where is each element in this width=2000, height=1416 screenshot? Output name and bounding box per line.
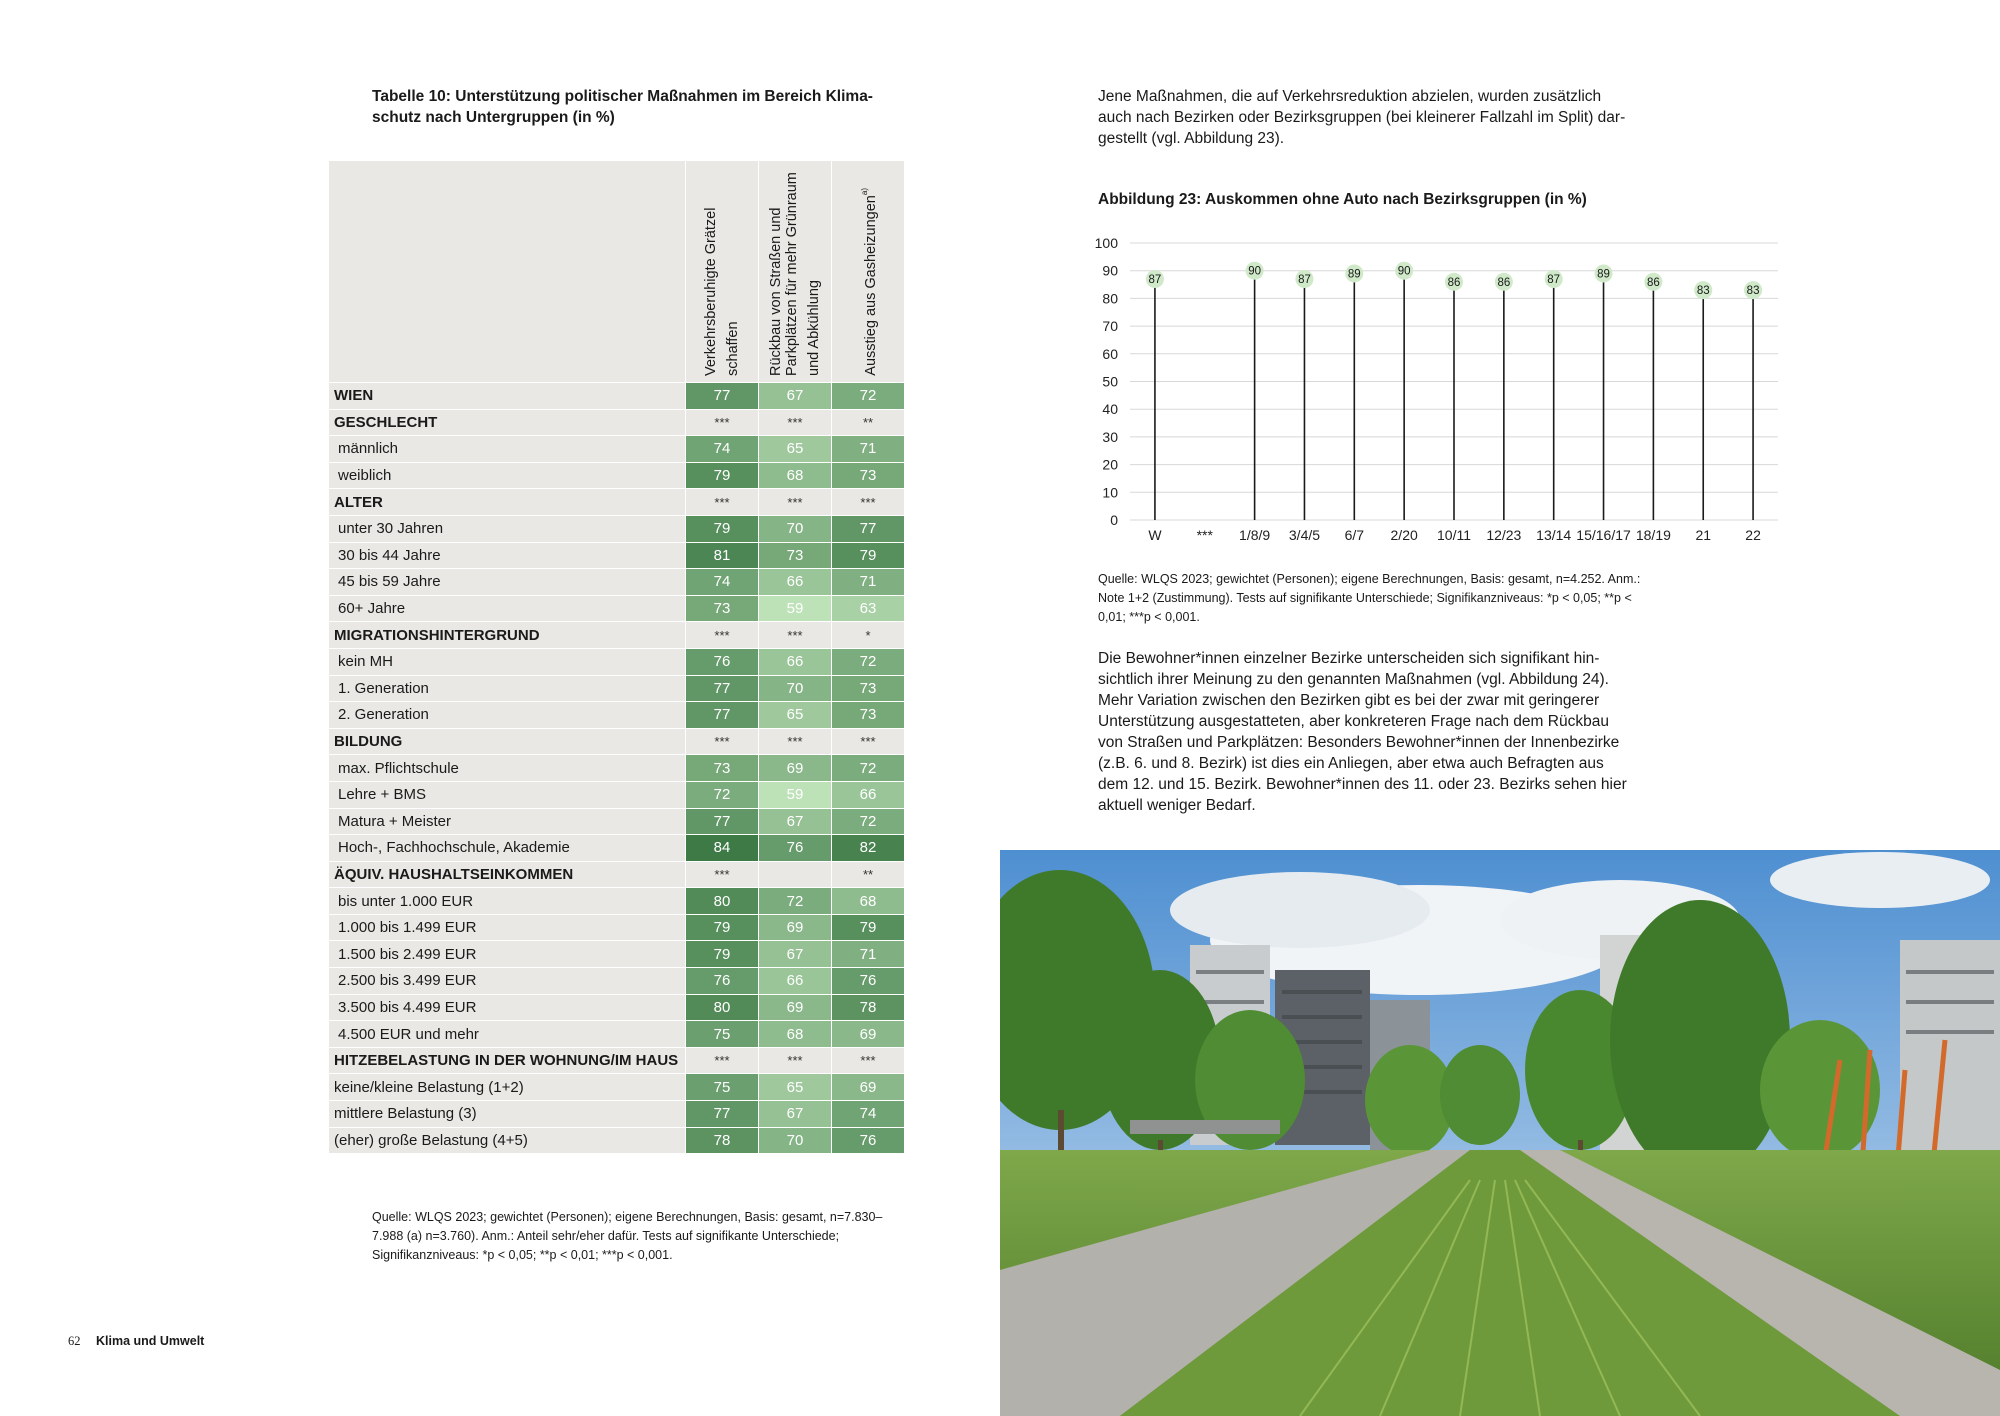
significance-cell: ***	[686, 409, 759, 436]
column-header	[759, 161, 832, 383]
value-cell: 80	[686, 994, 759, 1021]
value-cell: 59	[759, 781, 832, 808]
value-cell: 71	[832, 436, 905, 463]
x-tick-label: 1/8/9	[1239, 527, 1271, 543]
row-label: 3.500 bis 4.499 EUR	[329, 994, 686, 1021]
row-label: männlich	[329, 436, 686, 463]
value-cell: 66	[832, 781, 905, 808]
significance-cell: ***	[759, 489, 832, 516]
column-header	[832, 161, 905, 383]
x-tick-label: 13/14	[1536, 527, 1572, 543]
table-row	[329, 542, 905, 569]
table-row	[329, 994, 905, 1021]
significance-cell: ***	[832, 1047, 905, 1074]
significance-cell: ***	[832, 489, 905, 516]
y-tick-label: 70	[1102, 318, 1118, 335]
value-cell: 79	[686, 914, 759, 941]
row-label: keine/kleine Belastung (1+2)	[329, 1074, 686, 1101]
value-cell: 77	[686, 1101, 759, 1128]
value-cell: 67	[759, 383, 832, 410]
table-row	[329, 835, 905, 862]
significance-cell: ***	[759, 728, 832, 755]
value-cell: 66	[759, 648, 832, 675]
y-tick-label: 50	[1102, 373, 1118, 390]
significance-cell: ***	[759, 622, 832, 649]
value-cell: 82	[832, 835, 905, 862]
value-cell: 65	[759, 436, 832, 463]
data-label: 83	[1746, 285, 1760, 298]
value-cell: 78	[686, 1127, 759, 1154]
page-number: 62	[68, 1334, 81, 1348]
column-header-note: a)	[860, 188, 870, 196]
data-label: 89	[1347, 268, 1361, 281]
value-cell: 72	[686, 781, 759, 808]
table-row	[329, 1127, 905, 1154]
column-header-label: Rückbau von Straßen und Parkplätzen für mehr Grünraum und Abkühlung	[768, 172, 822, 376]
table-row	[329, 648, 905, 675]
park-illustration	[1000, 850, 2000, 1416]
value-cell: 67	[759, 808, 832, 835]
y-tick-label: 60	[1102, 345, 1118, 362]
y-tick-label: 10	[1102, 484, 1118, 501]
data-label: 90	[1397, 265, 1411, 278]
y-tick-label: 100	[1094, 235, 1118, 251]
column-header	[686, 161, 759, 383]
value-cell: 79	[832, 914, 905, 941]
row-label: ALTER	[329, 489, 686, 516]
value-cell: 72	[832, 383, 905, 410]
data-label: 86	[1646, 276, 1660, 289]
value-cell: 75	[686, 1021, 759, 1048]
value-cell: 73	[759, 542, 832, 569]
row-label: 2.500 bis 3.499 EUR	[329, 968, 686, 995]
data-label: 87	[1298, 274, 1311, 287]
table-row	[329, 1047, 905, 1074]
value-cell: 79	[686, 941, 759, 968]
figure-title: Abbildung 23: Auskommen ohne Auto nach Bezirksgruppen (in %)	[1098, 191, 1587, 208]
value-cell: 74	[686, 569, 759, 596]
row-label: 2. Generation	[329, 702, 686, 729]
chart-source-note: Quelle: WLQS 2023; gewichtet (Personen); eigene Berechnungen, Basis: gesamt, n=4.252. Anm.: Note 1+2 (Zustimmung). Tests auf signifikante Unterschiede; Signifikanzniveaus: *p < 0,05; **p < 0,01; ***p < 0,001.	[1098, 572, 1641, 624]
value-cell: 73	[832, 675, 905, 702]
table-source-note: Quelle: WLQS 2023; gewichtet (Personen); eigene Berechnungen, Basis: gesamt, n=7.830–7.988 (a) n=3.760). Anm.: Anteil sehr/eher dafür. Tests auf signifikante Unterschiede; Signifikanzniveaus: *p < 0,05; **p < 0,01; ***p < 0,001.	[372, 1210, 883, 1262]
value-cell: 81	[686, 542, 759, 569]
table-row	[329, 914, 905, 941]
value-cell: 65	[759, 702, 832, 729]
table-row	[329, 489, 905, 516]
value-cell: 71	[832, 941, 905, 968]
x-tick-label: 3/4/5	[1288, 527, 1321, 543]
row-label: Hoch-, Fachhochschule, Akademie	[329, 835, 686, 862]
value-cell: 66	[759, 968, 832, 995]
value-cell: 69	[832, 1021, 905, 1048]
row-label: BILDUNG	[329, 728, 686, 755]
row-label: WIEN	[329, 383, 686, 410]
value-cell: 77	[686, 383, 759, 410]
table-row	[329, 1021, 905, 1048]
value-cell: 74	[832, 1101, 905, 1128]
value-cell: 72	[832, 648, 905, 675]
value-cell: 75	[686, 1074, 759, 1101]
table-row	[329, 781, 905, 808]
value-cell: 67	[759, 1101, 832, 1128]
column-header-label: Verkehrsberuhigte Grätzel schaffen	[703, 207, 741, 376]
row-label: GESCHLECHT	[329, 409, 686, 436]
value-cell: 73	[832, 702, 905, 729]
value-cell: 73	[686, 595, 759, 622]
column-header-label: Ausstieg aus Gasheizungen	[862, 195, 879, 376]
x-tick-label: 6/7	[1344, 527, 1365, 543]
data-label: 86	[1497, 276, 1511, 289]
value-cell: 66	[759, 569, 832, 596]
row-label: mittlere Belastung (3)	[329, 1101, 686, 1128]
value-cell: 74	[686, 436, 759, 463]
table-row	[329, 861, 905, 888]
value-cell: 71	[832, 569, 905, 596]
significance-cell: ***	[686, 728, 759, 755]
table-row	[329, 595, 905, 622]
row-label: 1.000 bis 1.499 EUR	[329, 914, 686, 941]
value-cell: 77	[686, 808, 759, 835]
table-row	[329, 436, 905, 463]
significance-cell: *	[832, 622, 905, 649]
x-tick-label: 22	[1745, 527, 1761, 543]
table-row	[329, 728, 905, 755]
x-tick-label: 12/23	[1486, 527, 1522, 543]
value-cell: 68	[832, 888, 905, 915]
x-tick-label: ***	[1196, 527, 1213, 543]
value-cell: 68	[759, 462, 832, 489]
row-label: unter 30 Jahren	[329, 515, 686, 542]
table-body	[329, 383, 905, 1154]
y-tick-label: 30	[1102, 428, 1118, 445]
row-label: MIGRATIONSHINTERGRUND	[329, 622, 686, 649]
table-row	[329, 569, 905, 596]
y-tick-label: 90	[1102, 262, 1118, 279]
y-tick-label: 20	[1102, 456, 1118, 473]
value-cell: 69	[759, 755, 832, 782]
row-label: max. Pflichtschule	[329, 755, 686, 782]
table-row	[329, 1074, 905, 1101]
value-cell: 79	[686, 515, 759, 542]
significance-cell: **	[832, 409, 905, 436]
value-cell: 77	[832, 515, 905, 542]
lollipop-chart	[1092, 228, 1792, 548]
row-label: 45 bis 59 Jahre	[329, 569, 686, 596]
row-label: 4.500 EUR und mehr	[329, 1021, 686, 1048]
row-label: kein MH	[329, 648, 686, 675]
significance-cell: ***	[686, 1047, 759, 1074]
intro-paragraph: Jene Maßnahmen, die auf Verkehrsreduktion abzielen, wurden zusätzlich auch nach Bezirken oder Bezirksgruppen (bei kleinerer Fallzahl im Split) dar-gestellt (vgl. Abbildung 23).	[1098, 88, 1626, 147]
significance-cell: ***	[686, 622, 759, 649]
row-label: 60+ Jahre	[329, 595, 686, 622]
park-photo	[1000, 850, 2000, 1416]
table-row	[329, 409, 905, 436]
row-label: Matura + Meister	[329, 808, 686, 835]
value-cell: 79	[832, 542, 905, 569]
value-cell: 72	[832, 755, 905, 782]
table-row	[329, 675, 905, 702]
table-row	[329, 1101, 905, 1128]
value-cell: 77	[686, 702, 759, 729]
value-cell: 76	[759, 835, 832, 862]
data-label: 83	[1696, 285, 1710, 298]
value-cell: 70	[759, 515, 832, 542]
x-tick-label: W	[1148, 527, 1162, 543]
significance-cell: ***	[686, 489, 759, 516]
table-row	[329, 383, 905, 410]
row-label: Lehre + BMS	[329, 781, 686, 808]
significance-cell	[759, 861, 832, 888]
row-label: 1. Generation	[329, 675, 686, 702]
value-cell: 59	[759, 595, 832, 622]
data-label: 89	[1597, 268, 1610, 281]
row-label: bis unter 1.000 EUR	[329, 888, 686, 915]
value-cell: 76	[686, 648, 759, 675]
row-label: weiblich	[329, 462, 686, 489]
value-cell: 76	[832, 968, 905, 995]
significance-cell: **	[832, 861, 905, 888]
value-cell: 78	[832, 994, 905, 1021]
table-row	[329, 888, 905, 915]
data-label: 87	[1547, 274, 1561, 287]
value-cell: 73	[686, 755, 759, 782]
row-label: 1.500 bis 2.499 EUR	[329, 941, 686, 968]
data-label: 87	[1148, 274, 1162, 287]
value-cell: 72	[759, 888, 832, 915]
table-row	[329, 622, 905, 649]
row-label: (eher) große Belastung (4+5)	[329, 1127, 686, 1154]
value-cell: 70	[759, 1127, 832, 1154]
significance-cell: ***	[759, 409, 832, 436]
row-label: HITZEBELASTUNG IN DER WOHNUNG/IM HAUS	[329, 1047, 686, 1074]
value-cell: 69	[759, 914, 832, 941]
value-cell: 80	[686, 888, 759, 915]
value-cell: 84	[686, 835, 759, 862]
y-tick-label: 40	[1102, 401, 1118, 418]
value-cell: 72	[832, 808, 905, 835]
value-cell: 68	[759, 1021, 832, 1048]
data-label: 86	[1447, 276, 1461, 289]
y-tick-label: 0	[1110, 512, 1118, 528]
value-cell: 69	[832, 1074, 905, 1101]
significance-cell: ***	[759, 1047, 832, 1074]
value-cell: 65	[759, 1074, 832, 1101]
value-cell: 69	[759, 994, 832, 1021]
x-tick-label: 18/19	[1635, 527, 1671, 543]
table-header-row	[329, 161, 905, 383]
row-label: ÄQUIV. HAUSHALTSEINKOMMEN	[329, 861, 686, 888]
x-tick-label: 10/11	[1437, 527, 1471, 543]
table-row	[329, 702, 905, 729]
page-footer	[68, 1334, 204, 1349]
x-tick-label: 15/16/17	[1576, 527, 1631, 543]
table-row	[329, 968, 905, 995]
row-label: 30 bis 44 Jahre	[329, 542, 686, 569]
value-cell: 73	[832, 462, 905, 489]
table-row	[329, 755, 905, 782]
value-cell: 67	[759, 941, 832, 968]
support-table	[328, 160, 905, 1154]
y-tick-label: 80	[1102, 290, 1118, 307]
value-cell: 79	[686, 462, 759, 489]
table-row	[329, 941, 905, 968]
x-tick-label: 2/20	[1390, 527, 1418, 543]
value-cell: 77	[686, 675, 759, 702]
significance-cell: ***	[686, 861, 759, 888]
table-title: Tabelle 10: Unterstützung politischer Maßnahmen im Bereich Klima-schutz nach Untergruppen (in %)	[372, 88, 873, 126]
x-tick-label: 21	[1695, 527, 1712, 543]
table-row	[329, 462, 905, 489]
section-name: Klima und Umwelt	[95, 1334, 205, 1348]
table-row	[329, 808, 905, 835]
significance-cell: ***	[832, 728, 905, 755]
value-cell: 63	[832, 595, 905, 622]
table-row	[329, 515, 905, 542]
value-cell: 76	[686, 968, 759, 995]
data-label: 90	[1248, 265, 1262, 278]
value-cell: 76	[832, 1127, 905, 1154]
value-cell: 70	[759, 675, 832, 702]
body-paragraph: Die Bewohner*innen einzelner Bezirke unterscheiden sich signifikant hin-sichtlich ihrer Meinung zu den genannten Maßnahmen (vgl. Abbildung 24). Mehr Variation zwischen den Bezirken gibt es bei der zwar mit geringerer Unterstützung ausgestatteten, aber konkreteren Frage nach dem Rückbau von Straßen und Parkplätzen: Besonders Bewohner*innen der Innenbezirke (z.B. 6. und 8. Bezirk) ist dies ein Anliegen, aber etwa auch Befragten aus dem 12. und 15. Bezirk. Bewohner*innen des 11. oder 23. Bezirks sehen hier aktuell weniger Bedarf.	[1098, 650, 1627, 814]
table-header-empty	[329, 161, 686, 383]
